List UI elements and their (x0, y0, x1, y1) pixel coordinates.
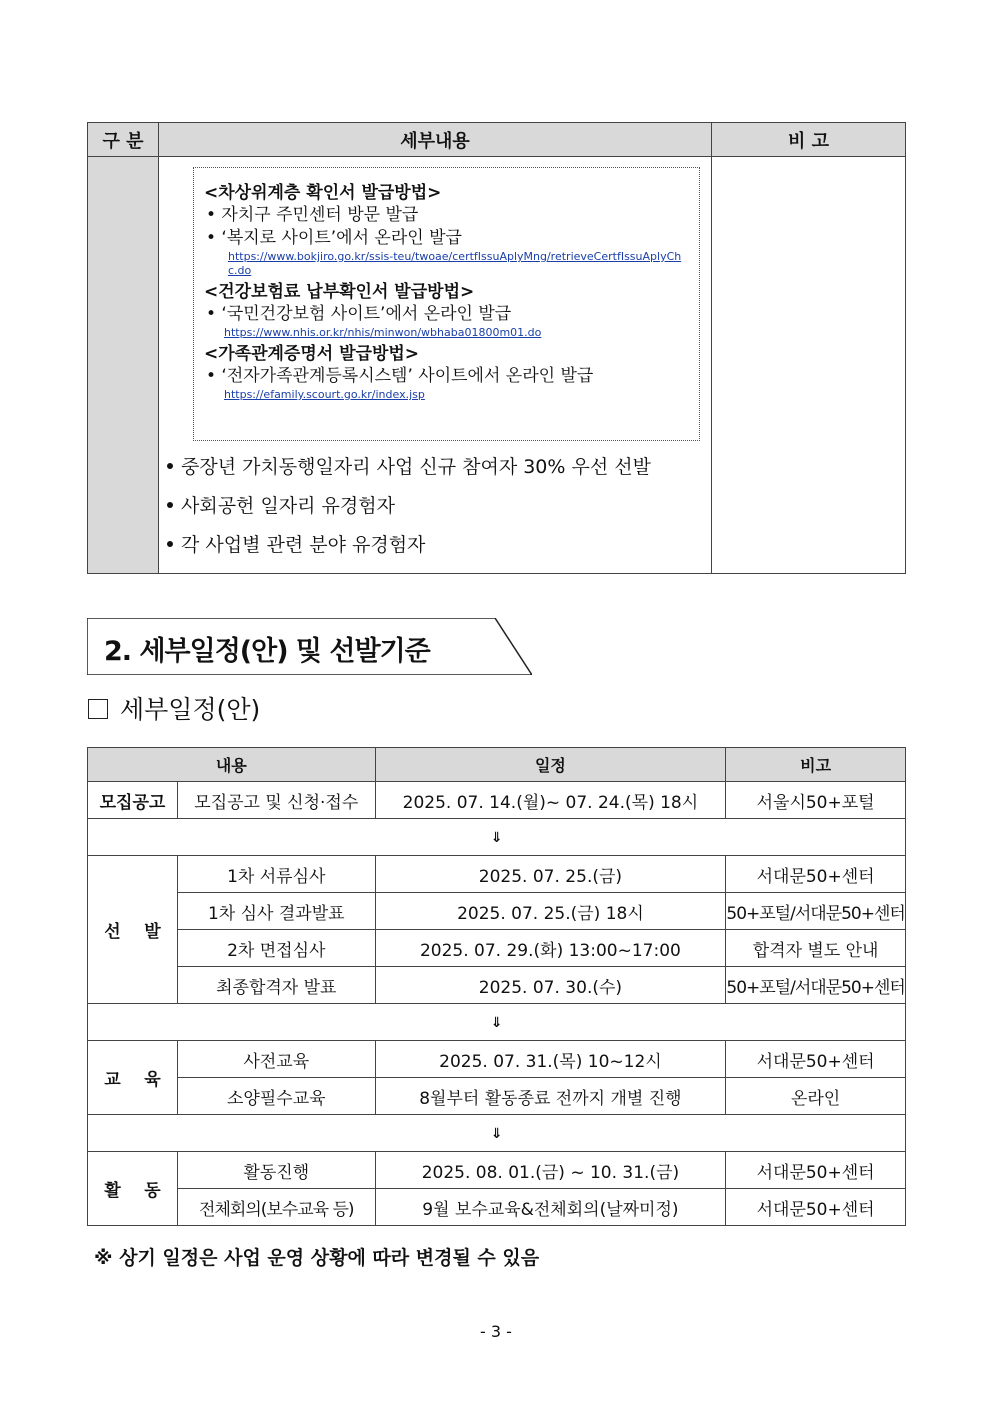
group-education: 교 육 (88, 1041, 178, 1115)
row-date: 2025. 07. 30.(수) (375, 967, 726, 1004)
header-content: 내용 (88, 748, 376, 782)
header-category: 구 분 (88, 123, 159, 157)
bokjiro-link[interactable]: https://www.bokjiro.go.kr/ssis-teu/twoae/certfIssuAplyMng/retrieveCertfIssuAplyChc.do (228, 250, 682, 277)
row-note: 50+포털/서대문50+센터 (726, 893, 906, 930)
subsection-title: 세부일정(안) (88, 690, 260, 726)
table-row (88, 1189, 906, 1226)
row-item: 최종합격자 발표 (177, 967, 375, 1004)
row-date: 2025. 08. 01.(금) ~ 10. 31.(금) (375, 1152, 726, 1189)
row-item: 모집공고 및 신청·접수 (177, 782, 375, 819)
row-note: 합격자 별도 안내 (726, 930, 906, 967)
row-date: 2025. 07. 25.(금) (375, 856, 726, 893)
row-item: 활동진행 (177, 1152, 375, 1189)
checkbox-square-icon (88, 699, 108, 719)
header-schedule: 일정 (375, 748, 726, 782)
row-note: 서대문50+센터 (726, 856, 906, 893)
remarks-cell (712, 157, 906, 574)
header-note: 비고 (726, 748, 906, 782)
group-recruit: 모집공고 (88, 782, 178, 819)
header-details: 세부내용 (159, 123, 712, 157)
row-date: 9월 보수교육&전체회의(날짜미정) (375, 1189, 726, 1226)
row-item: 1차 심사 결과발표 (177, 893, 375, 930)
down-arrow-icon: ⇓ (490, 1126, 503, 1142)
row-date: 2025. 07. 25.(금) 18시 (375, 893, 726, 930)
bullet-icon (167, 502, 173, 508)
bullet-item: 각 사업별 관련 분야 유경험자 (167, 532, 711, 571)
group-selection: 선 발 (88, 856, 178, 1004)
row-date: 2025. 07. 14.(월)~ 07. 24.(목) 18시 (375, 782, 726, 819)
guide-heading: <차상위계층 확인서 발급방법> (204, 183, 442, 203)
row-date: 2025. 07. 31.(목) 10~12시 (375, 1041, 726, 1078)
row-item: 1차 서류심사 (177, 856, 375, 893)
row-date: 8월부터 활동종료 전까지 개별 진행 (375, 1078, 726, 1115)
nhis-link[interactable]: https://www.nhis.or.kr/nhis/minwon/wbhaba01800m01.do (224, 326, 542, 339)
row-note: 서대문50+센터 (726, 1041, 906, 1078)
guide-item: • ‘복지로 사이트’에서 온라인 발급 (206, 228, 462, 248)
table-row (88, 967, 906, 1004)
down-arrow-icon: ⇓ (490, 830, 503, 846)
flow-arrow (88, 1115, 906, 1152)
guide-item: • ‘국민건강보험 사이트’에서 온라인 발급 (206, 304, 512, 324)
footnote: ※ 상기 일정은 사업 운영 상황에 따라 변경될 수 있음 (94, 1247, 540, 1269)
row-note: 온라인 (726, 1078, 906, 1115)
bullet-icon (167, 541, 173, 547)
table-row (88, 1078, 906, 1115)
efamily-link[interactable]: https://efamily.scourt.go.kr/index.jsp (224, 388, 425, 401)
table-row (88, 856, 906, 893)
bullet-icon (167, 463, 173, 469)
down-arrow-icon: ⇓ (490, 1015, 503, 1031)
category-cell (88, 157, 159, 574)
schedule-table (87, 747, 906, 1226)
row-date: 2025. 07. 29.(화) 13:00~17:00 (375, 930, 726, 967)
bullet-item: 사회공헌 일자리 유경험자 (167, 493, 711, 532)
issuance-guide-box (193, 167, 700, 441)
row-note: 서대문50+센터 (726, 1189, 906, 1226)
table-row (88, 782, 906, 819)
table-row (88, 1152, 906, 1189)
row-item: 소양필수교육 (177, 1078, 375, 1115)
header-remarks: 비 고 (712, 123, 906, 157)
bullet-item: 중장년 가치동행일자리 사업 신규 참여자 30% 우선 선발 (167, 454, 711, 493)
row-item: 사전교육 (177, 1041, 375, 1078)
guide-item: • 자치구 주민센터 방문 발급 (206, 205, 419, 225)
row-item: 2차 면접심사 (177, 930, 375, 967)
table-row (88, 893, 906, 930)
page-number: - 3 - (480, 1322, 512, 1341)
row-note: 서대문50+센터 (726, 1152, 906, 1189)
row-item: 전체회의(보수교육 등) (177, 1189, 375, 1226)
guide-heading: <건강보험료 납부확인서 발급방법> (204, 282, 475, 302)
table-row (88, 1041, 906, 1078)
guide-heading: <가족관계증명서 발급방법> (204, 344, 420, 364)
row-note: 50+포털/서대문50+센터 (726, 967, 906, 1004)
table-row (88, 930, 906, 967)
row-note: 서울시50+포털 (726, 782, 906, 819)
flow-arrow (88, 1004, 906, 1041)
guide-item: • ‘전자가족관계등록시스템’ 사이트에서 온라인 발급 (206, 366, 594, 386)
flow-arrow (88, 819, 906, 856)
group-activity: 활 동 (88, 1152, 178, 1226)
section-title: 2. 세부일정(안) 및 선발기준 (104, 636, 430, 667)
